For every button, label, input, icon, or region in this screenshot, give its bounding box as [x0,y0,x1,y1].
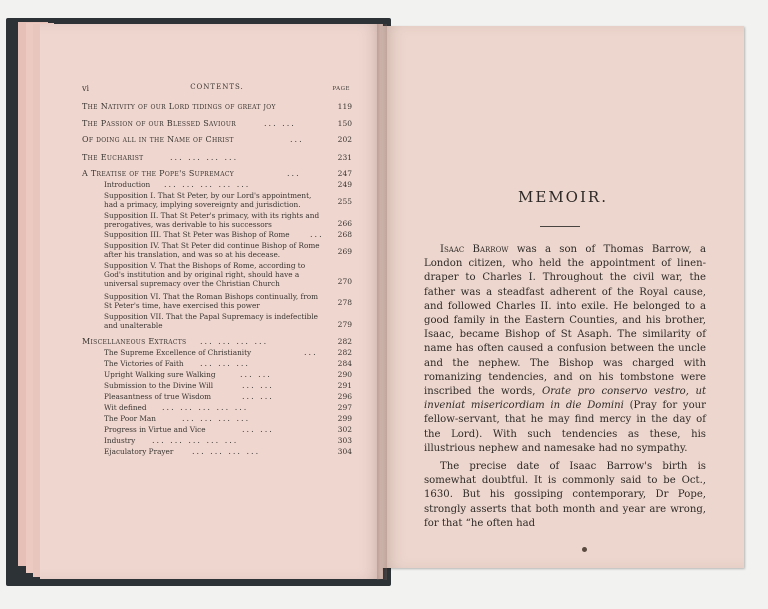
toc-entry-title: The Poor Man [104,414,156,423]
toc-entry-title: Upright Walking sure Walking [104,370,216,379]
memoir-body [424,243,706,531]
toc-entry-page: 279 [337,320,352,329]
page-number: vi [82,84,90,93]
toc-entry-title: Progress in Virtue and Vice [104,425,206,434]
toc-entry-title: The Supreme Excellence of Christianity [104,348,252,357]
toc-leader-dots: ... ... ... ... [192,447,261,456]
toc-entry-title: Supposition V. That the Bishops of Rome, according to God's institution and by original right, should have a universal supremacy over the Christian Church [104,261,306,288]
toc-leader-dots: ... ... ... [200,359,250,368]
toc-entry-page: 247 [337,169,352,178]
latin-inscription: Orate pro conservo vestro, ut inveniat misericordiam in die Domini [424,386,707,412]
contents-heading: CONTENTS. [190,83,244,91]
toc-entry-page: 202 [337,135,352,144]
toc-entry-title: Wit defined [104,403,147,412]
toc-entry-page: 282 [337,348,352,357]
toc-leader-dots: ... ... ... ... [200,337,269,346]
toc-entry-title: Supposition I. That St Peter, by our Lord's appointment, had a primacy, implying sovereignty and jurisdiction. [104,191,312,209]
toc-entry-page: 302 [337,425,352,434]
toc-leader-dots: ... ... ... ... ... [164,180,251,189]
toc-entry-title: Miscellaneous Extracts [82,337,187,346]
toc-leader-dots: ... [310,230,324,239]
toc-entry-page: 278 [337,298,352,307]
title-rule [540,226,580,227]
toc-leader-dots: ... ... ... ... ... [152,436,239,445]
toc-entry-title: Supposition IV. That St Peter did continue Bishop of Rome after his translation, and was so at his decease. [104,241,320,259]
page-column-label: PAGE [332,86,350,92]
toc-entry-title: Pleasantness of true Wisdom [104,392,212,401]
toc-entry-page: 119 [337,102,352,111]
toc-entry-title: A Treatise of the Pope's Supremacy [82,169,235,178]
toc-entry-title: Submission to the Divine Will [104,381,214,390]
toc-entry-page: 231 [337,153,352,162]
memoir-paragraph [424,243,706,456]
toc-entry-title: Introduction [104,180,151,189]
toc-entry-page: 255 [337,197,352,206]
toc-entry-page: 303 [337,436,352,445]
toc-leader-dots: ... ... [242,381,274,390]
toc-entry-title: Supposition III. That St Peter was Bishop of Rome [104,230,290,239]
toc-entry-title: Supposition VII. That the Papal Supremacy is indefectible and unalterable [104,312,318,330]
toc-entry-title: Supposition VI. That the Roman Bishops continually, from St Peter's time, have exercised this power [104,292,319,310]
toc-leader-dots: ... ... [264,119,296,128]
memoir-lead-name: Isaac Barrow [440,244,509,255]
toc-entry-page: 282 [337,337,352,346]
toc-entry-page: 296 [337,392,352,401]
toc-leader-dots: ... ... [242,392,274,401]
memoir-text: was a son of Thomas Barrow, a London citizen, who held the appointment of linen-draper to Charles I. Throughout the civil war, the father was a steadfast adherent of the Royal cause, and followed Charles II. into exile. He belonged to a good family in the Eastern Counties, and his brother, Isaac, became Bishop of St Asaph. The similarity of name has often caused a confusion between the uncle and the nephew. The Bishop was charged with romanizing tendencies, and on his tombstone were inscribed the words, [424,244,707,398]
toc-entry-title: Of doing all in the Name of Christ [82,135,234,144]
toc-entry-page: 268 [337,230,352,239]
memoir-text: (Pray for your fellow-servant, that he may find mercy in the day of the Lord). With such tendencies as these, his illustrious nephew and namesake had no sympathy. [424,400,706,454]
toc-leader-dots: ... ... ... ... ... [162,403,249,412]
toc-entry-page: 297 [337,403,352,412]
toc-entry-title: The Passion of our Blessed Saviour [82,119,237,128]
memoir-paragraph: The precise date of Isaac Barrow's birth is somewhat doubtful. It is commonly said to be Oct., 1630. But his gossiping contemporary, Dr Pope, strongly asserts that both month and year are wrong, for that “he often had [424,461,706,529]
toc-entry-page: 270 [337,277,352,286]
toc-leader-dots: ... [304,348,318,357]
book-gutter [377,24,387,580]
toc-entry-page: 290 [337,370,352,379]
contents-header [82,80,352,92]
toc-leader-dots: ... ... ... ... [170,153,239,162]
toc-entry-page: 150 [337,119,352,128]
toc-entry-page: 284 [337,359,352,368]
toc-entry-page: 269 [337,247,352,256]
ink-spot [582,547,587,552]
toc-leader-dots: ... ... ... ... [182,414,251,423]
toc-entry-title: Ejaculatory Prayer [104,447,174,456]
toc-leader-dots: ... ... [240,370,272,379]
toc-entry-page: 266 [337,219,352,228]
toc-leader-dots: ... [290,135,304,144]
toc-entry-title: The Nativity of our Lord tidings of great joy [82,102,276,111]
toc-entry-page: 291 [337,381,352,390]
memoir-title: MEMOIR. [518,188,608,206]
toc-leader-dots: ... [287,169,301,178]
toc-entry-page: 304 [337,447,352,456]
toc-entry-page: 299 [337,414,352,423]
toc-entry-title: Industry [104,436,136,445]
toc-entry-page: 249 [337,180,352,189]
toc-entry-title: Supposition II. That St Peter's primacy, with its rights and prerogatives, was derivable to his successors [104,211,320,229]
toc-entry-title: The Eucharist [82,153,144,162]
toc-leader-dots: ... ... [242,425,274,434]
toc-entry-title: The Victories of Faith [104,359,184,368]
